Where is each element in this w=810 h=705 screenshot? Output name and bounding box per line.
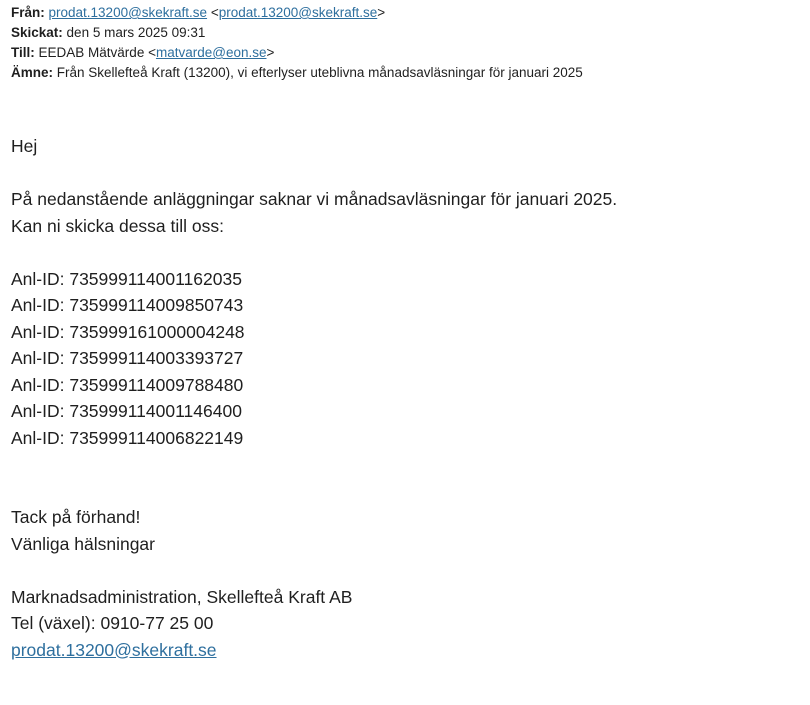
intro-line-1: På nedanstående anläggningar saknar vi månadsavläsningar för januari 2025.: [11, 189, 618, 209]
from-email-link[interactable]: prodat.13200@skekraft.se: [48, 5, 208, 20]
email-header: [11, 3, 806, 83]
sent-value: den 5 mars 2025 09:31: [66, 25, 206, 40]
from-angle-close: >: [377, 5, 386, 20]
spacer: [11, 160, 801, 187]
subject-line: [11, 63, 806, 83]
from-email-angle-link[interactable]: prodat.13200@skekraft.se: [218, 5, 378, 20]
to-line: [11, 43, 806, 63]
signature-org: Marknadsadministration, Skellefteå Kraft AB: [11, 586, 353, 607]
spacer: [11, 451, 801, 504]
signature-email-link[interactable]: prodat.13200@skekraft.se: [11, 639, 217, 660]
to-name: EEDAB Mätvärde <: [38, 45, 156, 60]
from-angle-open: <: [210, 5, 219, 20]
anl-id-item: Anl-ID: 735999114001162035: [11, 268, 242, 289]
from-line: [11, 3, 806, 23]
spacer: [11, 557, 801, 584]
anl-id-item: Anl-ID: 735999114001146400: [11, 401, 242, 421]
anl-id-item: Anl-ID: 735999114009850743: [11, 295, 244, 315]
sent-label: Skickat:: [11, 25, 63, 40]
subject-label: Ämne:: [11, 65, 54, 80]
subject-value: Från Skellefteå Kraft (13200), vi efterlyser uteblivna månadsavläsningar för januari 2025: [56, 65, 583, 80]
signature-email-line: [11, 637, 801, 664]
thanks-line: Tack på förhand!: [11, 507, 141, 527]
from-label: Från:: [11, 5, 45, 20]
sent-line: [11, 23, 806, 43]
signature-tel: Tel (växel): 0910-77 25 00: [11, 613, 214, 633]
anl-id-item: Anl-ID: 735999114006822149: [11, 427, 244, 448]
spacer: [11, 239, 801, 266]
anl-id-item: Anl-ID: 735999114003393727: [11, 348, 244, 368]
to-email-link[interactable]: matvarde@eon.se: [155, 45, 267, 60]
to-angle-close: >: [266, 45, 275, 60]
to-label: Till:: [11, 45, 35, 60]
intro-line-2: Kan ni skicka dessa till oss:: [11, 215, 225, 236]
greeting: Hej: [11, 136, 38, 156]
anl-id-item: Anl-ID: 735999161000004248: [11, 321, 245, 342]
anl-id-item: Anl-ID: 735999114009788480: [11, 374, 244, 395]
email-body: [11, 133, 801, 663]
regards-line: Vänliga hälsningar: [11, 533, 155, 554]
